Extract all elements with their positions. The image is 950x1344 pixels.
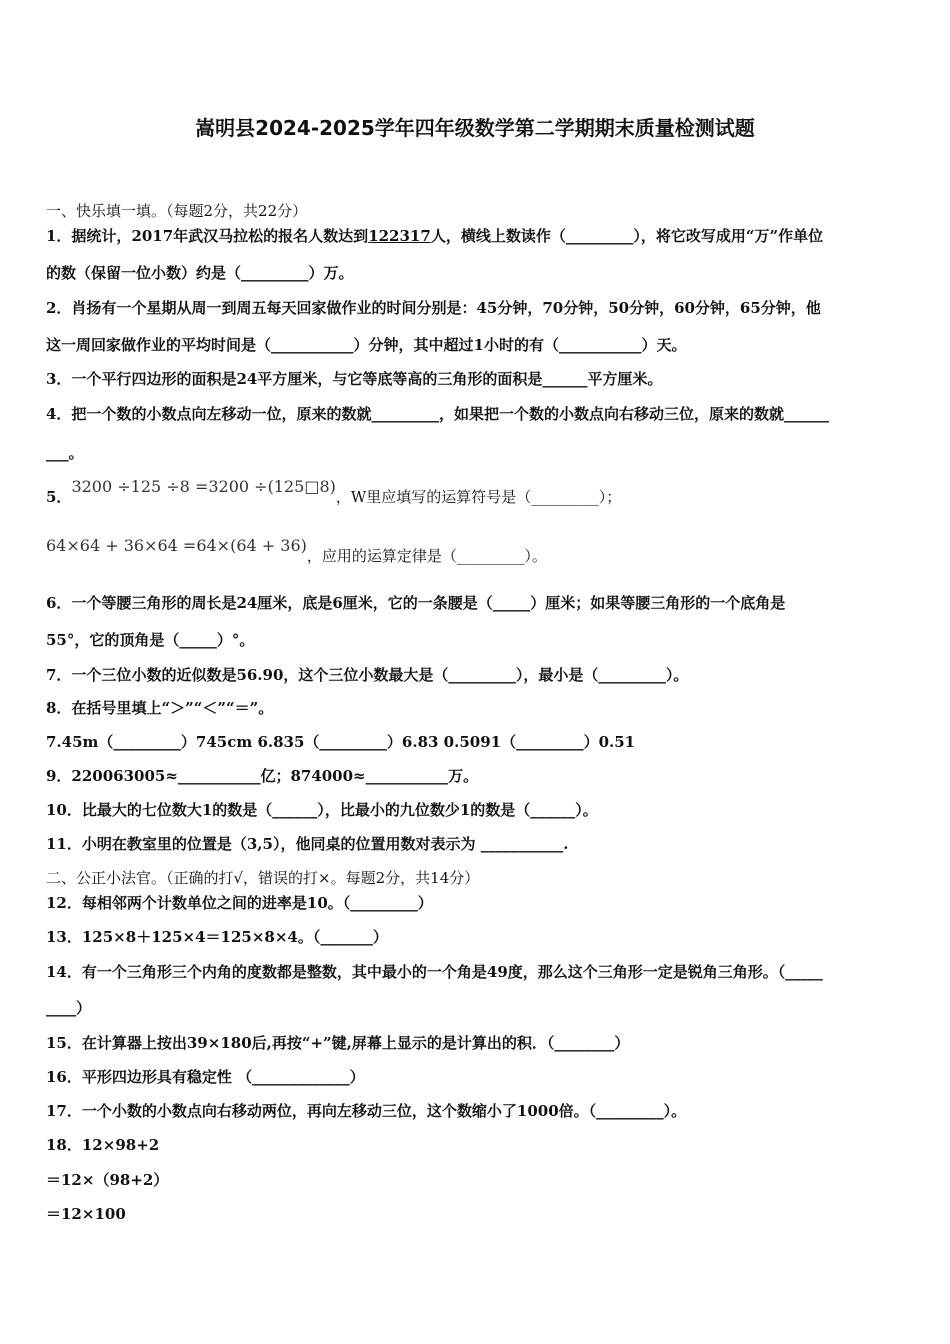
math-expression-1: 3200 ÷125 ÷8 =3200 ÷(125□8) (71, 477, 336, 496)
question-5-line-1: 5．3200 ÷125 ÷8 =3200 ÷(125□8)，W里应填写的运算符号是（_________）； (46, 477, 622, 506)
question-2-line-2: 这一周回家做作业的平均时间是（___________）分钟，其中超过1小时的有（___________）天。 (46, 336, 687, 354)
question-4-line-2: ___。 (46, 444, 84, 462)
question-4-line-1: 4．把一个数的小数点向左移动一位，原来的数就_________，如果把一个数的小数点向右移动三位，原来的数就______ (46, 405, 829, 423)
question-5-line-2: 64×64 + 36×64 =64×(64 + 36)，应用的运算定律是（_________）。 (46, 536, 547, 565)
question-8: 8．在括号里填上“＞”“＜”“＝”。 (46, 699, 274, 717)
question-7: 7．一个三位小数的近似数是56.90，这个三位小数最大是（_________），最小是（_________）。 (46, 666, 689, 684)
question-1-line-1: 1．据统计，2017年武汉马拉松的报名人数达到122317人，横线上数读作（_________），将它改写成用“万”作单位 (46, 227, 824, 245)
math-expression-2: 64×64 + 36×64 =64×(64 + 36) (46, 536, 307, 555)
page-title: 嵩明县2024-2025学年四年级数学第二学期期末质量检测试题 (195, 116, 755, 140)
section-heading-1: 一、快乐填一填。（每题2分，共22分） (46, 202, 308, 220)
question-10: 10．比最大的七位数大1的数是（______），比最小的九位数少1的数是（______）。 (46, 801, 598, 819)
question-1-line-2: 的数（保留一位小数）约是（_________）万。 (46, 264, 354, 282)
question-13: 13．125×8＋125×4＝125×8×4。（_______） (46, 928, 388, 946)
question-6-line-2: 55°，它的顶角是（_____）°。 (46, 631, 255, 649)
question-8-items: 7.45m（_________）745cm 6.835（_________）6.83 0.5091（_________）0.51 (46, 733, 636, 751)
question-11: 11．小明在教室里的位置是（3,5），他同桌的位置用数对表示为 ___________. (46, 835, 569, 853)
question-14-line-1: 14．有一个三角形三个内角的度数都是整数，其中最小的一个角是49度，那么这个三角形一定是锐角三角形。（_____ (46, 963, 823, 981)
question-12: 12．每相邻两个计数单位之间的进率是10。（_________） (46, 894, 433, 912)
question-9: 9．220063005≈___________亿；874000≈___________万。 (46, 767, 479, 785)
question-18-line-2: ＝12×（98+2） (46, 1171, 169, 1189)
question-16: 16．平形四边形具有稳定性 （_____________） (46, 1068, 365, 1086)
question-2-line-1: 2．肖扬有一个星期从周一到周五每天回家做作业的时间分别是：45分钟，70分钟，50分钟，60分钟，65分钟，他 (46, 299, 821, 317)
question-6-line-1: 6．一个等腰三角形的周长是24厘米，底是6厘米，它的一条腰是（_____）厘米；如果等腰三角形的一个底角是 (46, 594, 786, 612)
section-heading-2: 二、公正小法官。（正确的打√，错误的打×。每题2分，共14分） (46, 869, 480, 887)
question-3: 3．一个平行四边形的面积是24平方厘米，与它等底等高的三角形的面积是______平方厘米。 (46, 370, 663, 388)
question-14-line-2: ____） (46, 999, 92, 1017)
question-17: 17．一个小数的小数点向右移动两位，再向左移动三位，这个数缩小了1000倍。（_________）。 (46, 1102, 687, 1120)
question-18-line-3: ＝12×100 (46, 1205, 126, 1223)
underlined-number: 122317 (368, 227, 431, 245)
question-15: 15．在计算器上按出39×180后,再按“+”键,屏幕上显示的是计算出的积．（________） (46, 1034, 630, 1052)
question-18-line-1: 18．12×98+2 (46, 1136, 160, 1154)
